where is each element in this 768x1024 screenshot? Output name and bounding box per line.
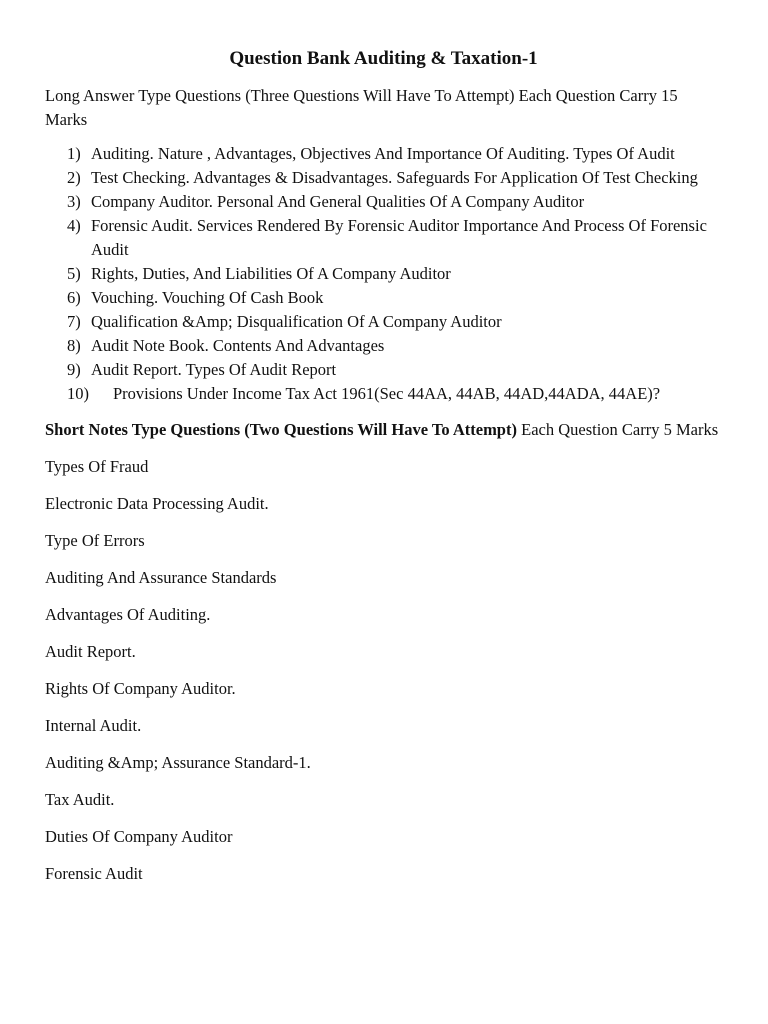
list-item-number: 4)	[67, 216, 81, 235]
list-item	[45, 166, 722, 190]
list-item-text: Company Auditor. Personal And General Qualities Of A Company Auditor	[91, 192, 585, 211]
list-item-number: 2)	[67, 168, 81, 187]
short-notes-heading-bold: Short Notes Type Questions (Two Questions Will Have To Attempt)	[45, 420, 517, 439]
list-item-text: Provisions Under Income Tax Act 1961(Sec 44AA, 44AB, 44AD,44ADA, 44AE)?	[113, 384, 661, 403]
short-note-item: Advantages Of Auditing.	[45, 605, 211, 624]
list-item-number: 6)	[67, 288, 81, 307]
list-item	[45, 358, 722, 382]
list-item-text: Test Checking. Advantages & Disadvantages. Safeguards For Application Of Test Checking	[91, 168, 698, 187]
short-notes-list	[45, 455, 722, 886]
list-item-text: Audit Note Book. Contents And Advantages	[91, 336, 385, 355]
short-note-item: Audit Report.	[45, 642, 136, 661]
short-note-item: Internal Audit.	[45, 716, 142, 735]
list-item-number: 3)	[67, 192, 81, 211]
short-note-item: Types Of Fraud	[45, 457, 149, 476]
list-item-text: Audit Report. Types Of Audit Report	[91, 360, 337, 379]
short-note-item: Type Of Errors	[45, 531, 145, 550]
list-item-number: 10)	[67, 384, 89, 403]
short-note-item: Rights Of Company Auditor.	[45, 679, 236, 698]
list-item-number: 7)	[67, 312, 81, 331]
list-item	[45, 334, 722, 358]
page-title: Question Bank Auditing & Taxation-1	[229, 48, 538, 69]
short-note-item: Tax Audit.	[45, 790, 115, 809]
short-note-item: Auditing &Amp; Assurance Standard-1.	[45, 753, 311, 772]
list-item-text: Qualification &Amp; Disqualification Of A Company Auditor	[91, 312, 502, 331]
list-item	[45, 214, 722, 262]
list-item	[45, 286, 722, 310]
long-answer-intro: Long Answer Type Questions (Three Questions Will Have To Attempt) Each Question Carry 15 Marks	[45, 86, 678, 129]
list-item-number: 1)	[67, 144, 81, 163]
list-item-number: 9)	[67, 360, 81, 379]
list-item-text: Forensic Audit. Services Rendered By Forensic Auditor Importance And Process Of Forensic Audit	[91, 216, 707, 259]
short-notes-heading-rest: Each Question Carry 5 Marks	[516, 420, 719, 439]
long-answer-list	[45, 142, 722, 406]
short-note-item: Duties Of Company Auditor	[45, 827, 233, 846]
list-item-text: Auditing. Nature , Advantages, Objectives And Importance Of Auditing. Types Of Audit	[91, 144, 675, 163]
list-item	[45, 310, 722, 334]
list-item-text: Vouching. Vouching Of Cash Book	[91, 288, 324, 307]
short-note-item: Electronic Data Processing Audit.	[45, 494, 269, 513]
list-item	[45, 190, 722, 214]
short-notes-heading	[45, 418, 722, 442]
list-item	[45, 142, 722, 166]
list-item	[45, 262, 722, 286]
short-note-item: Forensic Audit	[45, 864, 143, 883]
list-item-number: 5)	[67, 264, 81, 283]
list-item-text: Rights, Duties, And Liabilities Of A Company Auditor	[91, 264, 451, 283]
list-item	[45, 382, 722, 406]
list-item-number: 8)	[67, 336, 81, 355]
short-note-item: Auditing And Assurance Standards	[45, 568, 277, 587]
